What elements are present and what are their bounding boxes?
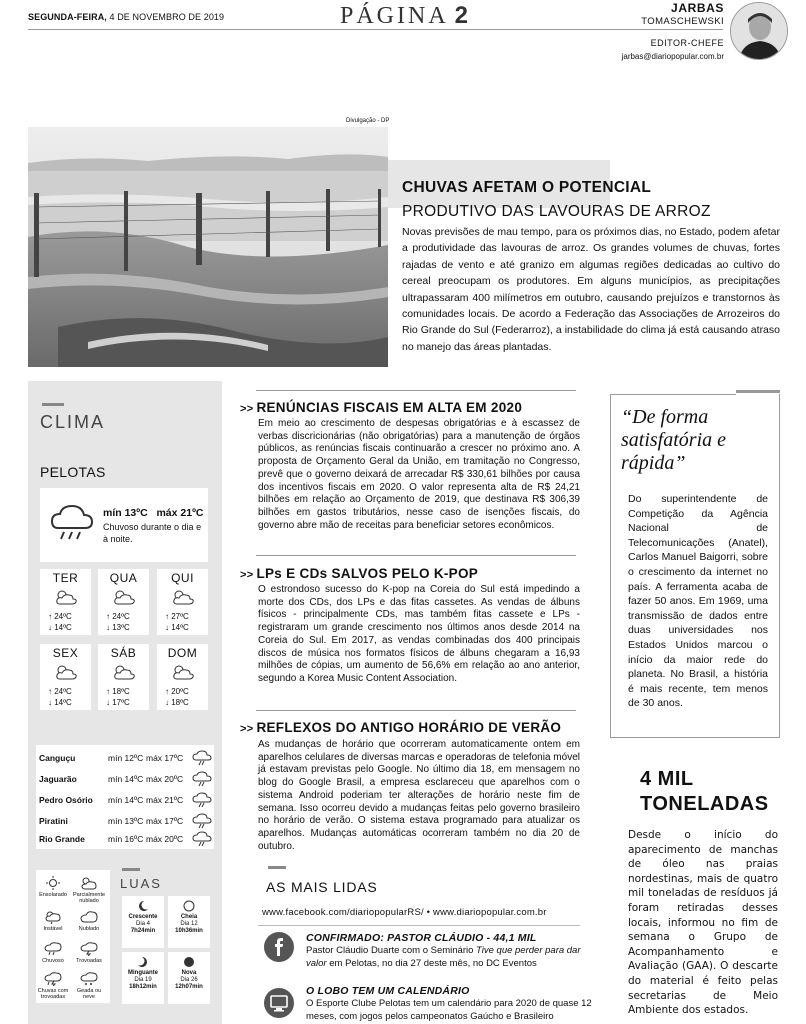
date-rest: 4 DE NOVEMBRO DE 2019 (106, 12, 225, 22)
partly-cloudy-icon (112, 663, 136, 681)
legend-label: Chuvas com trovoadas (37, 988, 69, 1000)
city-name: Rio Grande (39, 834, 85, 844)
storm-cloud-icon (192, 792, 212, 808)
forecast-day-name: SÁB (110, 646, 137, 660)
most-read-body-text: em Pelotas, no dia 27 deste mês, no DC Eventos (326, 957, 537, 969)
cloud-icon (80, 910, 98, 924)
legend-label: Instável (43, 926, 63, 932)
section-rule (256, 390, 576, 391)
most-read-rule (258, 925, 580, 926)
today-temps (103, 507, 203, 519)
legend-item (72, 910, 106, 932)
page-label (340, 2, 468, 30)
forecast-day-max: ↑ 24ºC (48, 612, 72, 621)
forecast-day-max: ↑ 24ºC (106, 612, 130, 621)
moon-phase-card (168, 952, 210, 1004)
edition-date (28, 12, 224, 22)
city-max: máx 17ºC (146, 816, 184, 826)
city-max: máx 17ºC (146, 753, 184, 763)
city-row (36, 811, 214, 831)
article-title-text: REFLEXOS DO ANTIGO HORÁRIO DE VERÃO (256, 720, 562, 735)
city-min: mín 14ºC (108, 795, 144, 805)
forecast-day-max: ↑ 27ºC (165, 612, 189, 621)
forecast-day-min: ↓ 17ºC (106, 698, 130, 707)
quote-body: Do superintendente de Competição da Agência Nacional de Telecomunicações (Anatel), Carlos Manuel Baigorri, sobre o crescimento da internet no país. A ferramenta acaba de fazer 50 anos. Em 1969, uma transmissão de dados entre duas universidades nos Estados Unidos marcou o início da maior rede do planeta. No Brasil, a história é mais recente, tem menos de 30 anos. (628, 493, 768, 710)
partly-cloudy-icon (54, 588, 78, 606)
moon-phase: Nova (181, 970, 197, 976)
tons-title: 4 MIL TONELADAS (640, 768, 769, 815)
partly-cloudy-icon (54, 663, 78, 681)
city-row (36, 748, 214, 768)
full-moon-icon (183, 900, 195, 912)
rain-thunder-icon (44, 972, 62, 986)
date-weekday: SEGUNDA-FEIRA, (28, 12, 107, 22)
storm-cloud-icon (192, 771, 212, 787)
city-min: mín 13ºC (108, 816, 144, 826)
legend-item (36, 910, 70, 932)
forecast-day-card (40, 569, 91, 635)
lead-title: CHUVAS AFETAM O POTENCIAL (402, 179, 652, 196)
weather-city: PELOTAS (40, 464, 106, 480)
article-title-text: RENÚNCIAS FISCAIS EM ALTA EM 2020 (256, 400, 523, 415)
computer-icon (264, 988, 294, 1018)
partly-cloudy-icon (112, 588, 136, 606)
legend-item (72, 876, 106, 904)
most-read-body-text: Pastor Cláudio Duarte com o Seminário (306, 945, 477, 956)
city-name: Jaguarão (39, 774, 77, 784)
storm-cloud-icon (192, 831, 212, 847)
article-title (240, 566, 478, 581)
forecast-day-name: QUA (109, 571, 138, 585)
legend-label: Trovoadas (76, 958, 102, 964)
city-name: Canguçu (39, 753, 76, 763)
city-min: mín 12ºC (108, 753, 144, 763)
today-min: mín 13ºC (103, 507, 148, 519)
city-row (36, 790, 214, 810)
city-max: máx 20ºC (146, 834, 184, 844)
page-number: 2 (454, 2, 469, 29)
legend-label: Ensolarado (39, 892, 67, 898)
partly-cloudy-icon (80, 876, 98, 890)
partly-cloudy-icon (171, 663, 195, 681)
most-read-item-body (306, 945, 596, 970)
city-min: mín 16ºC (108, 834, 144, 844)
city-row (36, 829, 214, 849)
article-title (240, 720, 561, 735)
storm-cloud-icon (192, 813, 212, 829)
city-max: máx 20ºC (146, 774, 184, 784)
most-read-body-text: O Esporte Clube Pelotas tem um calendário para 2020 de quase 12 meses, com jogos pelos campeonatos Gaúcho e Brasileiro (306, 998, 592, 1022)
most-read-title: AS MAIS LIDAS (266, 879, 378, 895)
snow-icon (80, 972, 98, 986)
lead-body: Novas previsões de mau tempo, para os próximos dias, no Estado, podem afetar a produtividade das lavouras de arroz. Os grandes volumes de chuvas, fortes rajadas de vento e até granizo em algumas regiões dedicadas ao cultivo do cereal preocupam os produtores. Em alguns municípios, as precipitações ultrapassaram 400 milímetros em outubro, causando prejuízos e transtornos às comunidades locais. De acordo a Federação das Associações de Arrozeiros do Rio Grande do Sul (Federarroz), a instabilidade do clima já está causando atraso no manejo das áreas plantadas. (402, 226, 780, 353)
page-label-text: PÁGINA (340, 3, 449, 29)
forecast-day-card (98, 569, 149, 635)
sun-icon (45, 876, 61, 890)
article-arrow: >> (240, 403, 254, 415)
today-max: máx 21ºC (156, 507, 204, 519)
legend-item (36, 972, 70, 1000)
article-body: O estrondoso sucesso do K-pop na Coreia do Sul está impedindo a morte dos CDs, dos LPs e das fitas cassetes. As vendas de álbuns físicos - principalmente CDs, mas também fitas cassete e LPs - registraram um grande crescimento nos últimos anos desde 2014 na Coreia do Sul. Em 2017, as vendas combinadas dos 400 principais discos de música nos formatos físicos de álbuns chegaram a 16,93 milhões de cópias, um aumento de 56,6% em relação ao ano anterior, segundo a Korea Music Content Association. (258, 584, 580, 684)
most-read-item-title[interactable]: CONFIRMADO: PASTOR CLÁUDIO - 44,1 MIL (306, 932, 537, 944)
moons-title: LUAS (120, 876, 162, 891)
legend-label: Nublado (78, 926, 100, 932)
moon-phase-card (168, 896, 210, 948)
forecast-day-card (98, 644, 149, 710)
most-read-item-title[interactable]: O LOBO TEM UM CALENDÁRIO (306, 985, 470, 997)
moon-date: Dia 4 (135, 921, 150, 927)
moons-title-bar (122, 868, 140, 871)
weather-title: CLIMA (40, 412, 106, 432)
legend-item (72, 972, 106, 1000)
city-name: Pedro Osório (39, 795, 93, 805)
rain-cloud-icon (50, 502, 94, 546)
unstable-icon (44, 910, 62, 924)
section-rule (256, 555, 576, 556)
flooded-field-photo (28, 127, 388, 367)
rain-icon (44, 942, 62, 956)
article-title (240, 400, 522, 415)
forecast-day-min: ↓ 14ºC (48, 623, 72, 632)
weather-title-bar (42, 403, 64, 406)
article-arrow: >> (240, 723, 254, 735)
moon-time: 12h07min (175, 984, 203, 990)
forecast-day-card (40, 644, 91, 710)
city-max: máx 21ºC (146, 795, 184, 805)
forecast-day-min: ↓ 14ºC (165, 623, 189, 632)
city-name: Piratini (39, 816, 68, 826)
legend-label: Parcialmente nublado (72, 892, 106, 904)
legend-label: Geada ou neve (76, 988, 102, 1000)
thunder-icon (80, 942, 98, 956)
forecast-day-card (157, 569, 208, 635)
quote-frame-top (610, 394, 736, 395)
moon-phase: Cheia (180, 914, 198, 920)
forecast-day-name: SEX (52, 646, 79, 660)
header-rule (28, 29, 723, 30)
crescent-moon-icon (137, 900, 149, 912)
today-description: Chuvoso durante o dia e à noite. (103, 522, 202, 544)
city-row (36, 769, 214, 789)
moon-date: Dia 12 (180, 921, 198, 927)
moon-phase-card (122, 952, 164, 1004)
editor-first-name: JARBAS (671, 1, 724, 15)
new-moon-icon (183, 956, 195, 968)
legend-item (36, 876, 70, 898)
moon-phase: Minguante (128, 970, 158, 976)
most-read-item-body (306, 998, 596, 1023)
waning-moon-icon (137, 956, 149, 968)
forecast-day-name: TER (52, 571, 79, 585)
legend-item (36, 942, 70, 964)
forecast-day-min: ↓ 18ºC (165, 698, 189, 707)
moon-time: 18h12min (129, 984, 157, 990)
section-rule (256, 710, 576, 711)
storm-cloud-icon (192, 750, 212, 766)
moon-phase: Crescente (128, 914, 158, 920)
moon-phase-card (122, 896, 164, 948)
legend-item (72, 942, 106, 964)
photo-credit: Divulgação - DP (346, 118, 390, 124)
editor-role: EDITOR-CHEFE (650, 38, 724, 48)
most-read-links[interactable]: www.facebook.com/diariopopularRS/ • www.diariopopular.com.br (262, 907, 547, 918)
article-arrow: >> (240, 569, 254, 581)
moon-time: 7h24min (130, 928, 156, 934)
most-read-body-italic: Tive que perder para dar valor (306, 945, 581, 969)
quote-title: “De forma satisfatória e rápida” (621, 406, 727, 474)
partly-cloudy-icon (171, 588, 195, 606)
legend-label: Chuvoso (42, 958, 64, 964)
article-title-text: LPs E CDs SALVOS PELO K-POP (256, 566, 479, 581)
forecast-day-name: QUI (171, 571, 194, 585)
most-read-title-bar (268, 866, 286, 869)
city-min: mín 14ºC (108, 774, 144, 784)
forecast-day-card (157, 644, 208, 710)
forecast-day-name: DOM (167, 646, 198, 660)
forecast-day-max: ↑ 18ºC (106, 687, 130, 696)
article-body: Em meio ao crescimento de despesas obrigatórias e à escassez de verbas discricionárias (não obrigatórias) para a manutenção de órgãos públicos, as renúncias fiscais continuarão a crescer no próximo ano. A proposta de Orçamento Geral da União, em tramitação no Congresso, prevê que o governo deixará de arrecadar R$ 330,61 bilhões por causa dos incentivos fiscais em 2020. O valor representa alta de R$ 24,21 bilhões em relação ao Orçamento de 2019, que destinava R$ 306,39 bilhões em gastos tributários, nesse caso de isenções fiscais, do governo abre mão de receitas para beneficiar setores econômicos. (258, 418, 580, 531)
facebook-icon (264, 932, 294, 962)
moon-time: 10h36min (175, 928, 203, 934)
moon-date: Dia 19 (134, 977, 152, 983)
forecast-day-min: ↓ 14ºC (48, 698, 72, 707)
editor-email[interactable]: jarbas@diariopopular.com.br (621, 52, 724, 61)
editor-avatar (730, 2, 788, 60)
moon-date: Dia 26 (180, 977, 198, 983)
quote-accent-bar (736, 390, 780, 393)
article-body: As mudanças de horário que ocorreram automaticamente ontem em aparelhos celulares de diversas marcas e operadoras de telefonia móvel já estavam previstas pelo Google. No último dia 18, em mensagem no blog do Google Brasil, a empresa esclareceu que aparelhos com o sistema Android poderiam ter alterações de horário neste fim de semana. Isso ocorreu devido a mudanças feitas pelo governo brasileiro no horário de verão. O sistema estava programado para atualizar os aparelhos. Mudanças automáticas ocorreram também no dia 20 de outubro. (258, 739, 580, 852)
forecast-day-max: ↑ 24ºC (48, 687, 72, 696)
forecast-day-max: ↑ 20ºC (165, 687, 189, 696)
lead-subtitle: PRODUTIVO DAS LAVOURAS DE ARROZ (402, 203, 711, 220)
editor-last-name: TOMASCHEWSKI (641, 16, 724, 27)
forecast-day-min: ↓ 13ºC (106, 623, 130, 632)
tons-body: Desde o início do aparecimento de manchas de óleo nas praias nordestinas, mais de quatro mil toneladas de resíduos já foram retiradas desses locais, informou no fim de semana o Grupo de Acompanhamento e Avaliação (GAA). O descarte do material é feito pelas secretarias de Meio Ambiente dos estados. (628, 829, 778, 1017)
